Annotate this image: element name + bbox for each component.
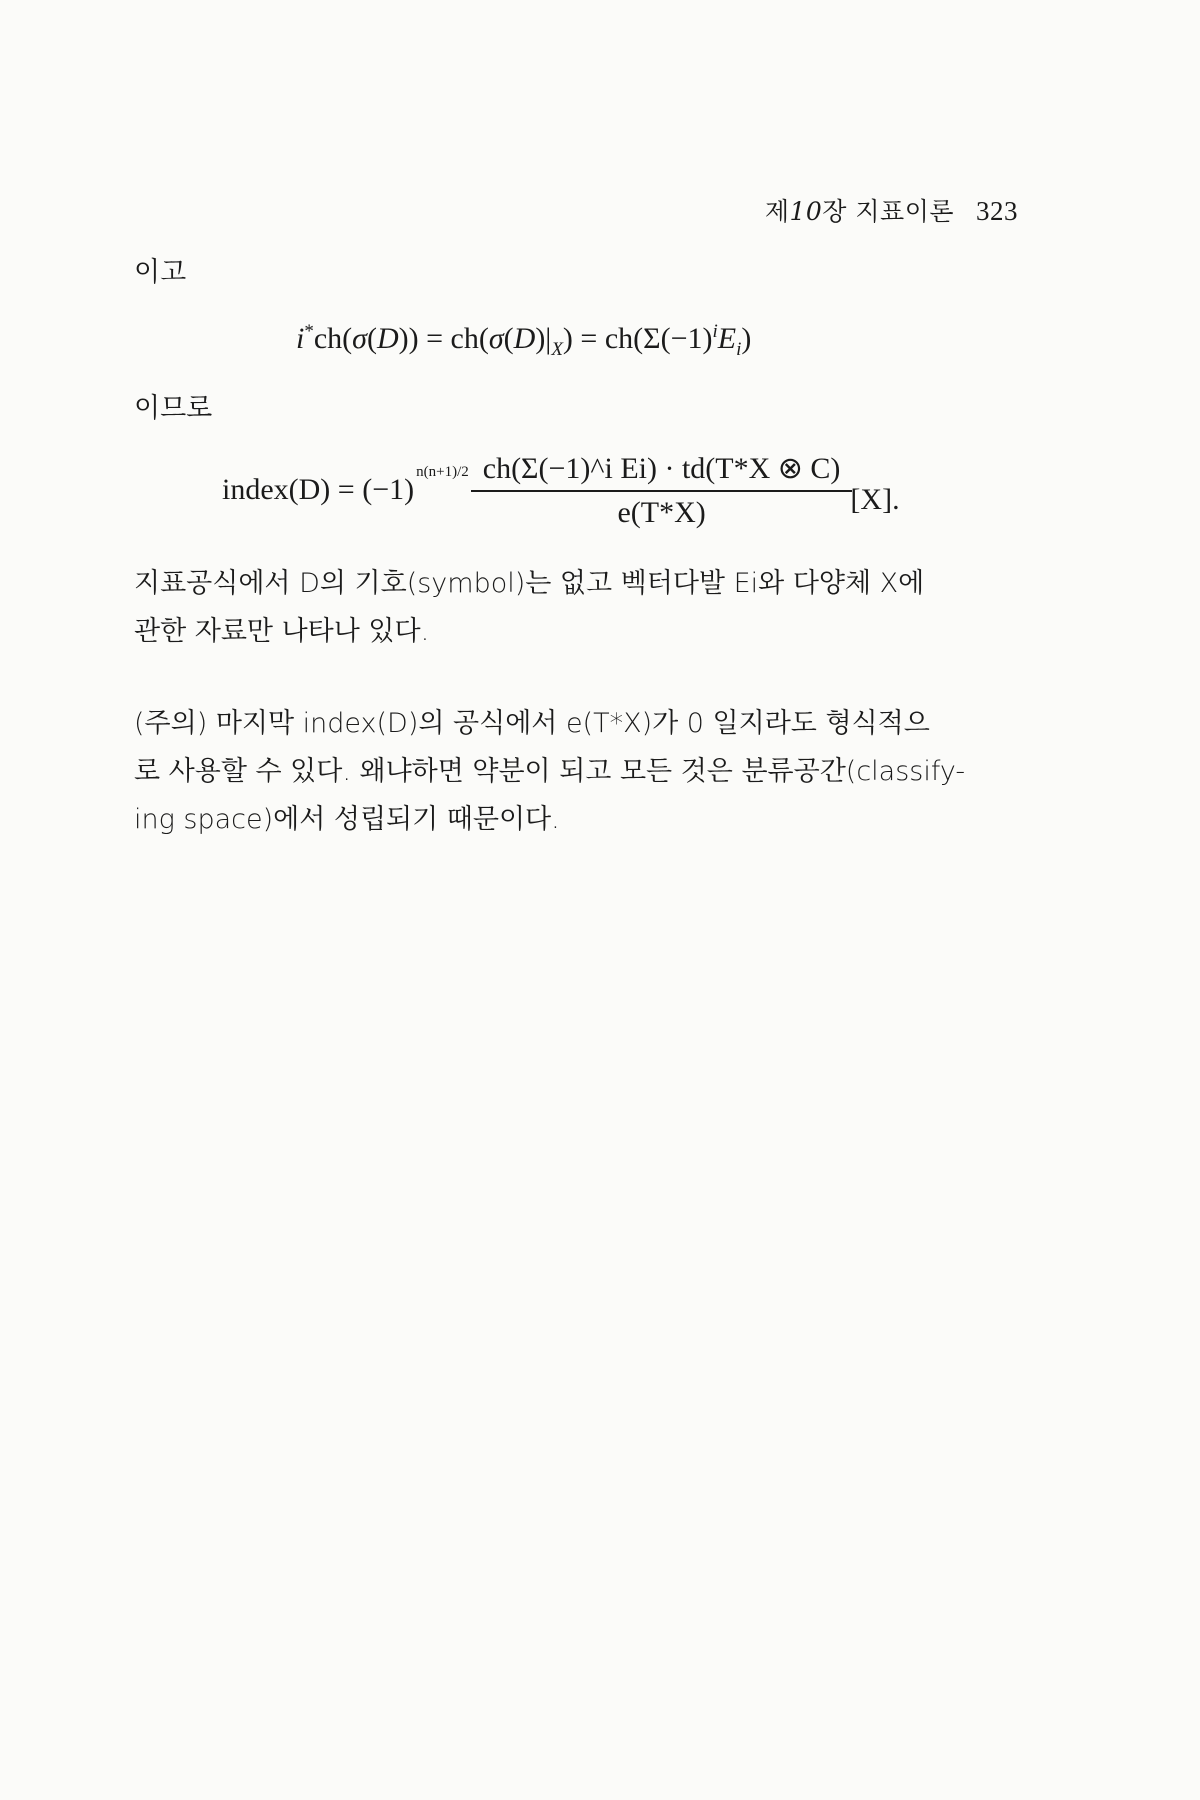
equation-2-numerator: ch(Σ(−1)^i Ei) · td(T*X ⊗ C) bbox=[482, 451, 841, 485]
paragraph-2-line-2: 로 사용할 수 있다. 왜냐하면 약분이 되고 모든 것은 분류공간(classify- bbox=[134, 756, 966, 787]
equation-1: $i^*ch(\sigma(D)) = ch(\sigma(D)|_X) = ch(\Sigma(-1)^iE_i)$ bbox=[296, 321, 752, 360]
paragraph-remark bbox=[134, 700, 1034, 844]
equation-index-formula bbox=[222, 440, 900, 540]
equation-2-exponent: n(n+1)/2 bbox=[416, 463, 469, 480]
chapter-title: 장 지표이론 bbox=[822, 197, 954, 226]
paragraph-1-line-1: 지표공식에서 D의 기호(symbol)는 없고 벡터다발 Ei와 다양체 X에 bbox=[134, 568, 925, 599]
paragraph-2-line-3: ing space)에서 성립되기 때문이다. bbox=[134, 804, 560, 835]
paragraph-symbol-note bbox=[134, 560, 1034, 656]
equation-2-lhs: index(D) = (−1) bbox=[222, 473, 415, 506]
page-number: 323 bbox=[976, 196, 1018, 226]
running-header bbox=[765, 192, 1018, 228]
equation-2-denominator: e(T*X) bbox=[471, 490, 853, 530]
text-imeuro: 이므로 bbox=[134, 393, 213, 424]
chapter-number: 10 bbox=[789, 197, 823, 226]
paragraph-1-line-2: 관한 자료만 나타나 있다. bbox=[134, 616, 430, 647]
text-igo: 이고 bbox=[134, 257, 187, 288]
equation-2-tail: [X]. bbox=[850, 483, 900, 516]
chapter-prefix: 제 bbox=[764, 197, 790, 226]
paragraph-2-line-1: (주의) 마지막 index(D)의 공식에서 e(T*X)가 0 일지라도 형식적으 bbox=[134, 708, 930, 739]
equation-2-fraction bbox=[477, 451, 847, 530]
